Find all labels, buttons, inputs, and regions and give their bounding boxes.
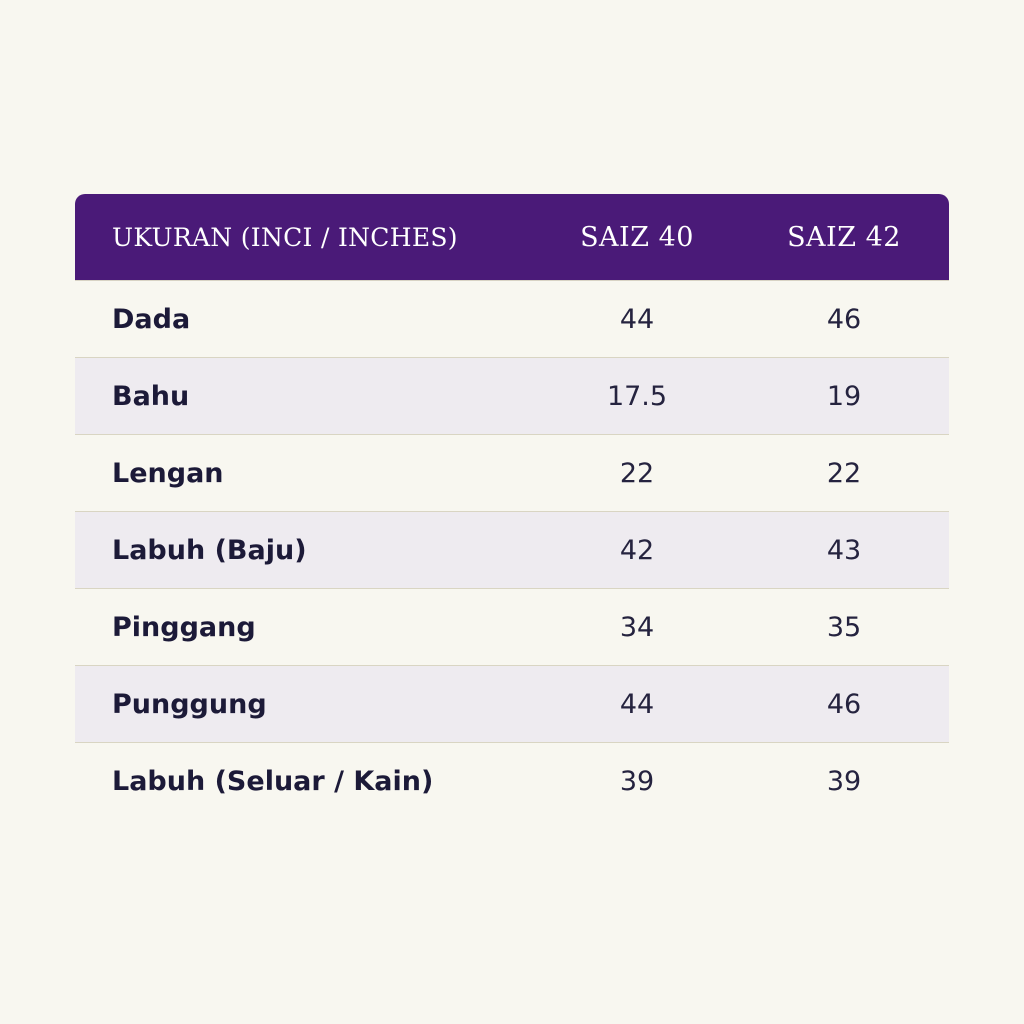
row-value-size-40: 42: [619, 534, 655, 566]
row-value-size-40: 22: [619, 457, 655, 489]
row-label: Labuh (Baju): [112, 534, 307, 566]
row-value-size-42: 19: [826, 380, 862, 412]
row-value-size-42: 35: [826, 611, 862, 643]
row-value-size-40: 44: [619, 303, 655, 335]
table-row-lengan: [75, 435, 949, 512]
row-label: Dada: [112, 303, 191, 335]
row-label: Punggung: [112, 688, 267, 720]
header-size-40: SAIZ 40: [580, 221, 694, 253]
table-row-labuh-baju: [75, 512, 949, 589]
table-row-labuh-seluar-kain: [75, 743, 949, 819]
row-label: Bahu: [112, 380, 190, 412]
row-value-size-42: 22: [826, 457, 862, 489]
row-value-size-42: 39: [826, 765, 862, 797]
header-measurement-label: UKURAN (INCI / INCHES): [112, 222, 458, 252]
row-value-size-42: 43: [826, 534, 862, 566]
row-value-size-40: 34: [619, 611, 655, 643]
row-label: Lengan: [112, 457, 224, 489]
row-value-size-42: 46: [826, 303, 862, 335]
table-row-pinggang: [75, 589, 949, 666]
row-value-size-40: 39: [619, 765, 655, 797]
header-size-42: SAIZ 42: [787, 221, 901, 253]
table-row-dada: [75, 281, 949, 358]
size-chart-table: [75, 194, 949, 819]
table-row-bahu: [75, 358, 949, 435]
row-label: Pinggang: [112, 611, 256, 643]
row-label: Labuh (Seluar / Kain): [112, 765, 434, 797]
table-header-row: [75, 194, 949, 281]
row-value-size-40: 17.5: [606, 380, 668, 412]
row-value-size-42: 46: [826, 688, 862, 720]
table-row-punggung: [75, 666, 949, 743]
row-value-size-40: 44: [619, 688, 655, 720]
